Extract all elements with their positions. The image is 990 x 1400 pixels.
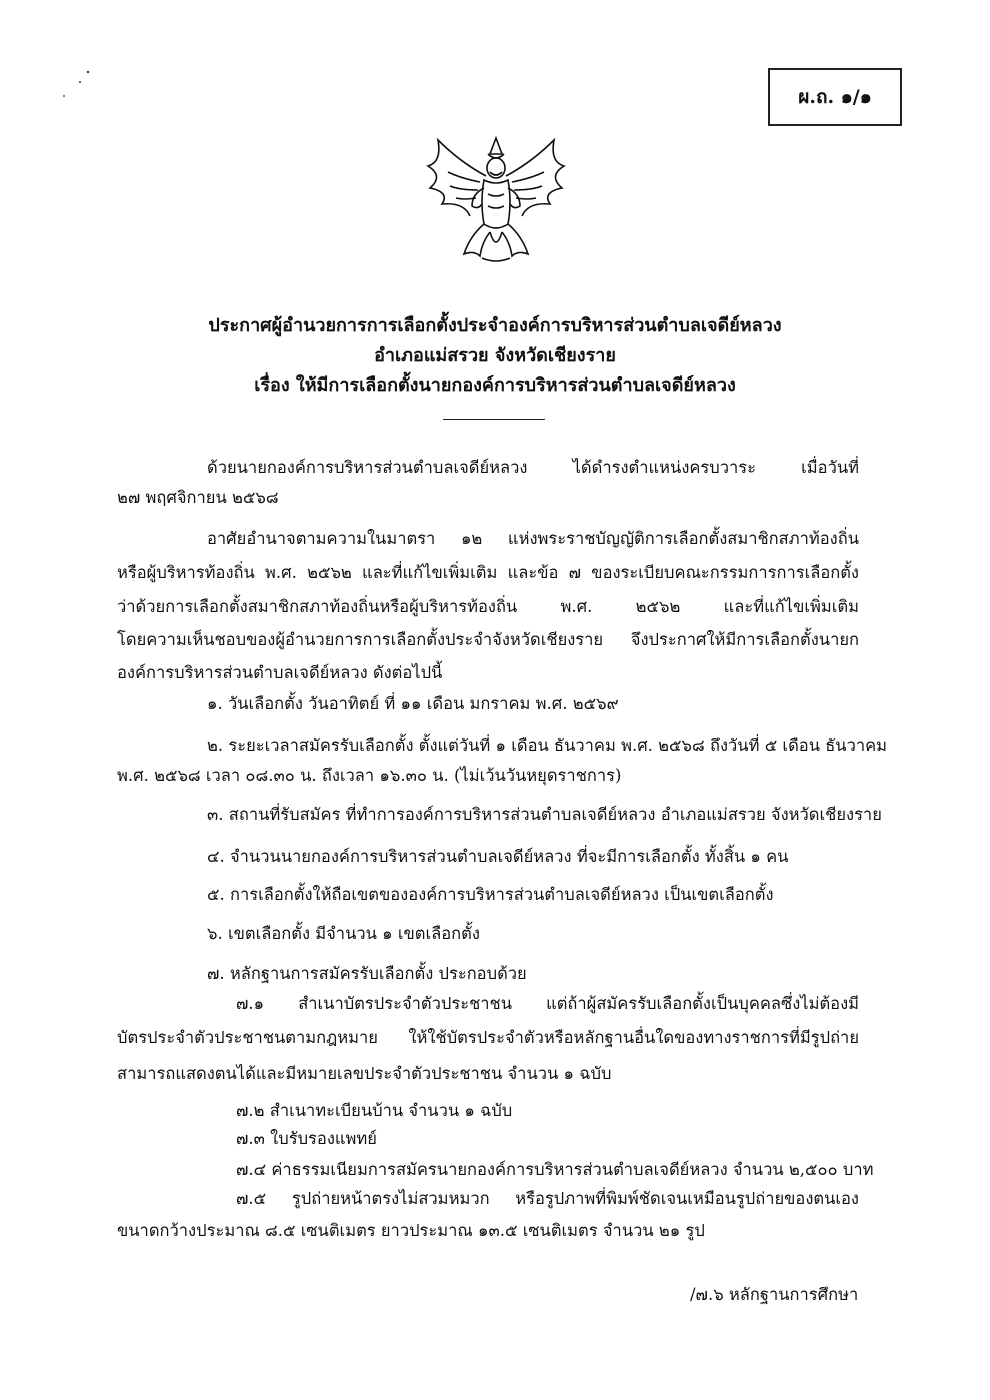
form-code: ผ.ถ. ๑/๑: [798, 86, 872, 108]
item-1: ๑. วันเลือกตั้ง วันอาทิตย์ ที่ ๑๑ เดือน มกราคม พ.ศ. ๒๕๖๙: [207, 694, 619, 713]
para2-line-1: อาศัยอำนาจตามความในมาตรา ๑๒ แห่งพระราชบัญญัติการเลือกตั้งสมาชิกสภาท้องถิ่น: [207, 529, 859, 548]
item-2-line-2: พ.ศ. ๒๕๖๘ เวลา ๐๘.๓๐ น. ถึงเวลา ๑๖.๓๐ น. (ไม่เว้นวันหยุดราชการ): [117, 766, 622, 785]
garuda-emblem: [420, 132, 572, 267]
item-6: ๖. เขตเลือกตั้ง มีจำนวน ๑ เขตเลือกตั้ง: [207, 924, 480, 943]
scan-specks: [58, 66, 98, 106]
para2-line-4: โดยความเห็นชอบของผู้อำนวยการการเลือกตั้งประจำจังหวัดเชียงราย จึงประกาศให้มีการเลือกตั้งนายก: [117, 630, 859, 649]
item-7-3: ๗.๓ ใบรับรองแพทย์: [236, 1129, 377, 1148]
announcement-subject: เรื่อง ให้มีการเลือกตั้งนายกองค์การบริหารส่วนตำบลเจดีย์หลวง: [254, 375, 736, 396]
para1-line-2: ๒๗ พฤศจิกายน ๒๕๖๘: [117, 488, 279, 507]
item-3: ๓. สถานที่รับสมัคร ที่ทำการองค์การบริหารส่วนตำบลเจดีย์หลวง อำเภอแม่สรวย จังหวัดเชียงราย: [207, 805, 882, 824]
item-7-1-line-1: ๗.๑ สำเนาบัตรประจำตัวประชาชน แต่ถ้าผู้สมัครรับเลือกตั้งเป็นบุคคลซึ่งไม่ต้องมี: [236, 994, 859, 1013]
continuation-reference: /๗.๖ หลักฐานการศึกษา: [690, 1285, 859, 1304]
para2-line-2: หรือผู้บริหารท้องถิ่น พ.ศ. ๒๕๖๒ และที่แก้ไขเพิ่มเติม และข้อ ๗ ของระเบียบคณะกรรมการการเลือกตั้ง: [117, 563, 859, 582]
item-7-1-line-2: บัตรประจำตัวประชาชนตามกฎหมาย ให้ใช้บัตรประจำตัวหรือหลักฐานอื่นใดของทางราชการที่มีรูปถ่าย: [117, 1028, 859, 1047]
announcement-title: ประกาศผู้อำนวยการการเลือกตั้งประจำองค์การบริหารส่วนตำบลเจดีย์หลวง: [208, 315, 782, 336]
para2-line-5: องค์การบริหารส่วนตำบลเจดีย์หลวง ดังต่อไปนี้: [117, 663, 443, 682]
item-7-5-line-1: ๗.๕ รูปถ่ายหน้าตรงไม่สวมหมวก หรือรูปภาพที่พิมพ์ชัดเจนเหมือนรูปถ่ายของตนเอง: [236, 1189, 859, 1208]
form-code-box: [768, 68, 902, 126]
item-7: ๗. หลักฐานการสมัครรับเลือกตั้ง ประกอบด้วย: [207, 964, 527, 983]
announcement-district: อำเภอแม่สรวย จังหวัดเชียงราย: [374, 345, 616, 366]
item-7-2: ๗.๒ สำเนาทะเบียนบ้าน จำนวน ๑ ฉบับ: [236, 1101, 513, 1120]
item-5: ๕. การเลือกตั้งให้ถือเขตขององค์การบริหารส่วนตำบลเจดีย์หลวง เป็นเขตเลือกตั้ง: [207, 885, 774, 904]
item-2-line-1: ๒. ระยะเวลาสมัครรับเลือกตั้ง ตั้งแต่วันที่ ๑ เดือน ธันวาคม พ.ศ. ๒๕๖๘ ถึงวันที่ ๕ เดือน ธันวาคม: [207, 736, 888, 755]
item-7-4: ๗.๔ ค่าธรรมเนียมการสมัครนายกองค์การบริหารส่วนตำบลเจดีย์หลวง จำนวน ๒,๕๐๐ บาท: [236, 1160, 874, 1179]
title-underline: [443, 419, 545, 420]
item-7-5-line-2: ขนาดกว้างประมาณ ๘.๕ เซนติเมตร ยาวประมาณ ๑๓.๕ เซนติเมตร จำนวน ๒๑ รูป: [117, 1221, 705, 1240]
item-7-1-line-3: สามารถแสดงตนได้และมีหมายเลขประจำตัวประชาชน จำนวน ๑ ฉบับ: [117, 1064, 612, 1083]
para2-line-3: ว่าด้วยการเลือกตั้งสมาชิกสภาท้องถิ่นหรือผู้บริหารท้องถิ่น พ.ศ. ๒๕๖๒ และที่แก้ไขเพิ่มเติม: [117, 597, 859, 616]
para1-line-1: ด้วยนายกองค์การบริหารส่วนตำบลเจดีย์หลวง ได้ดำรงตำแหน่งครบวาระ เมื่อวันที่: [207, 458, 859, 477]
item-4: ๔. จำนวนนายกองค์การบริหารส่วนตำบลเจดีย์หลวง ที่จะมีการเลือกตั้ง ทั้งสิ้น ๑ คน: [207, 847, 789, 866]
